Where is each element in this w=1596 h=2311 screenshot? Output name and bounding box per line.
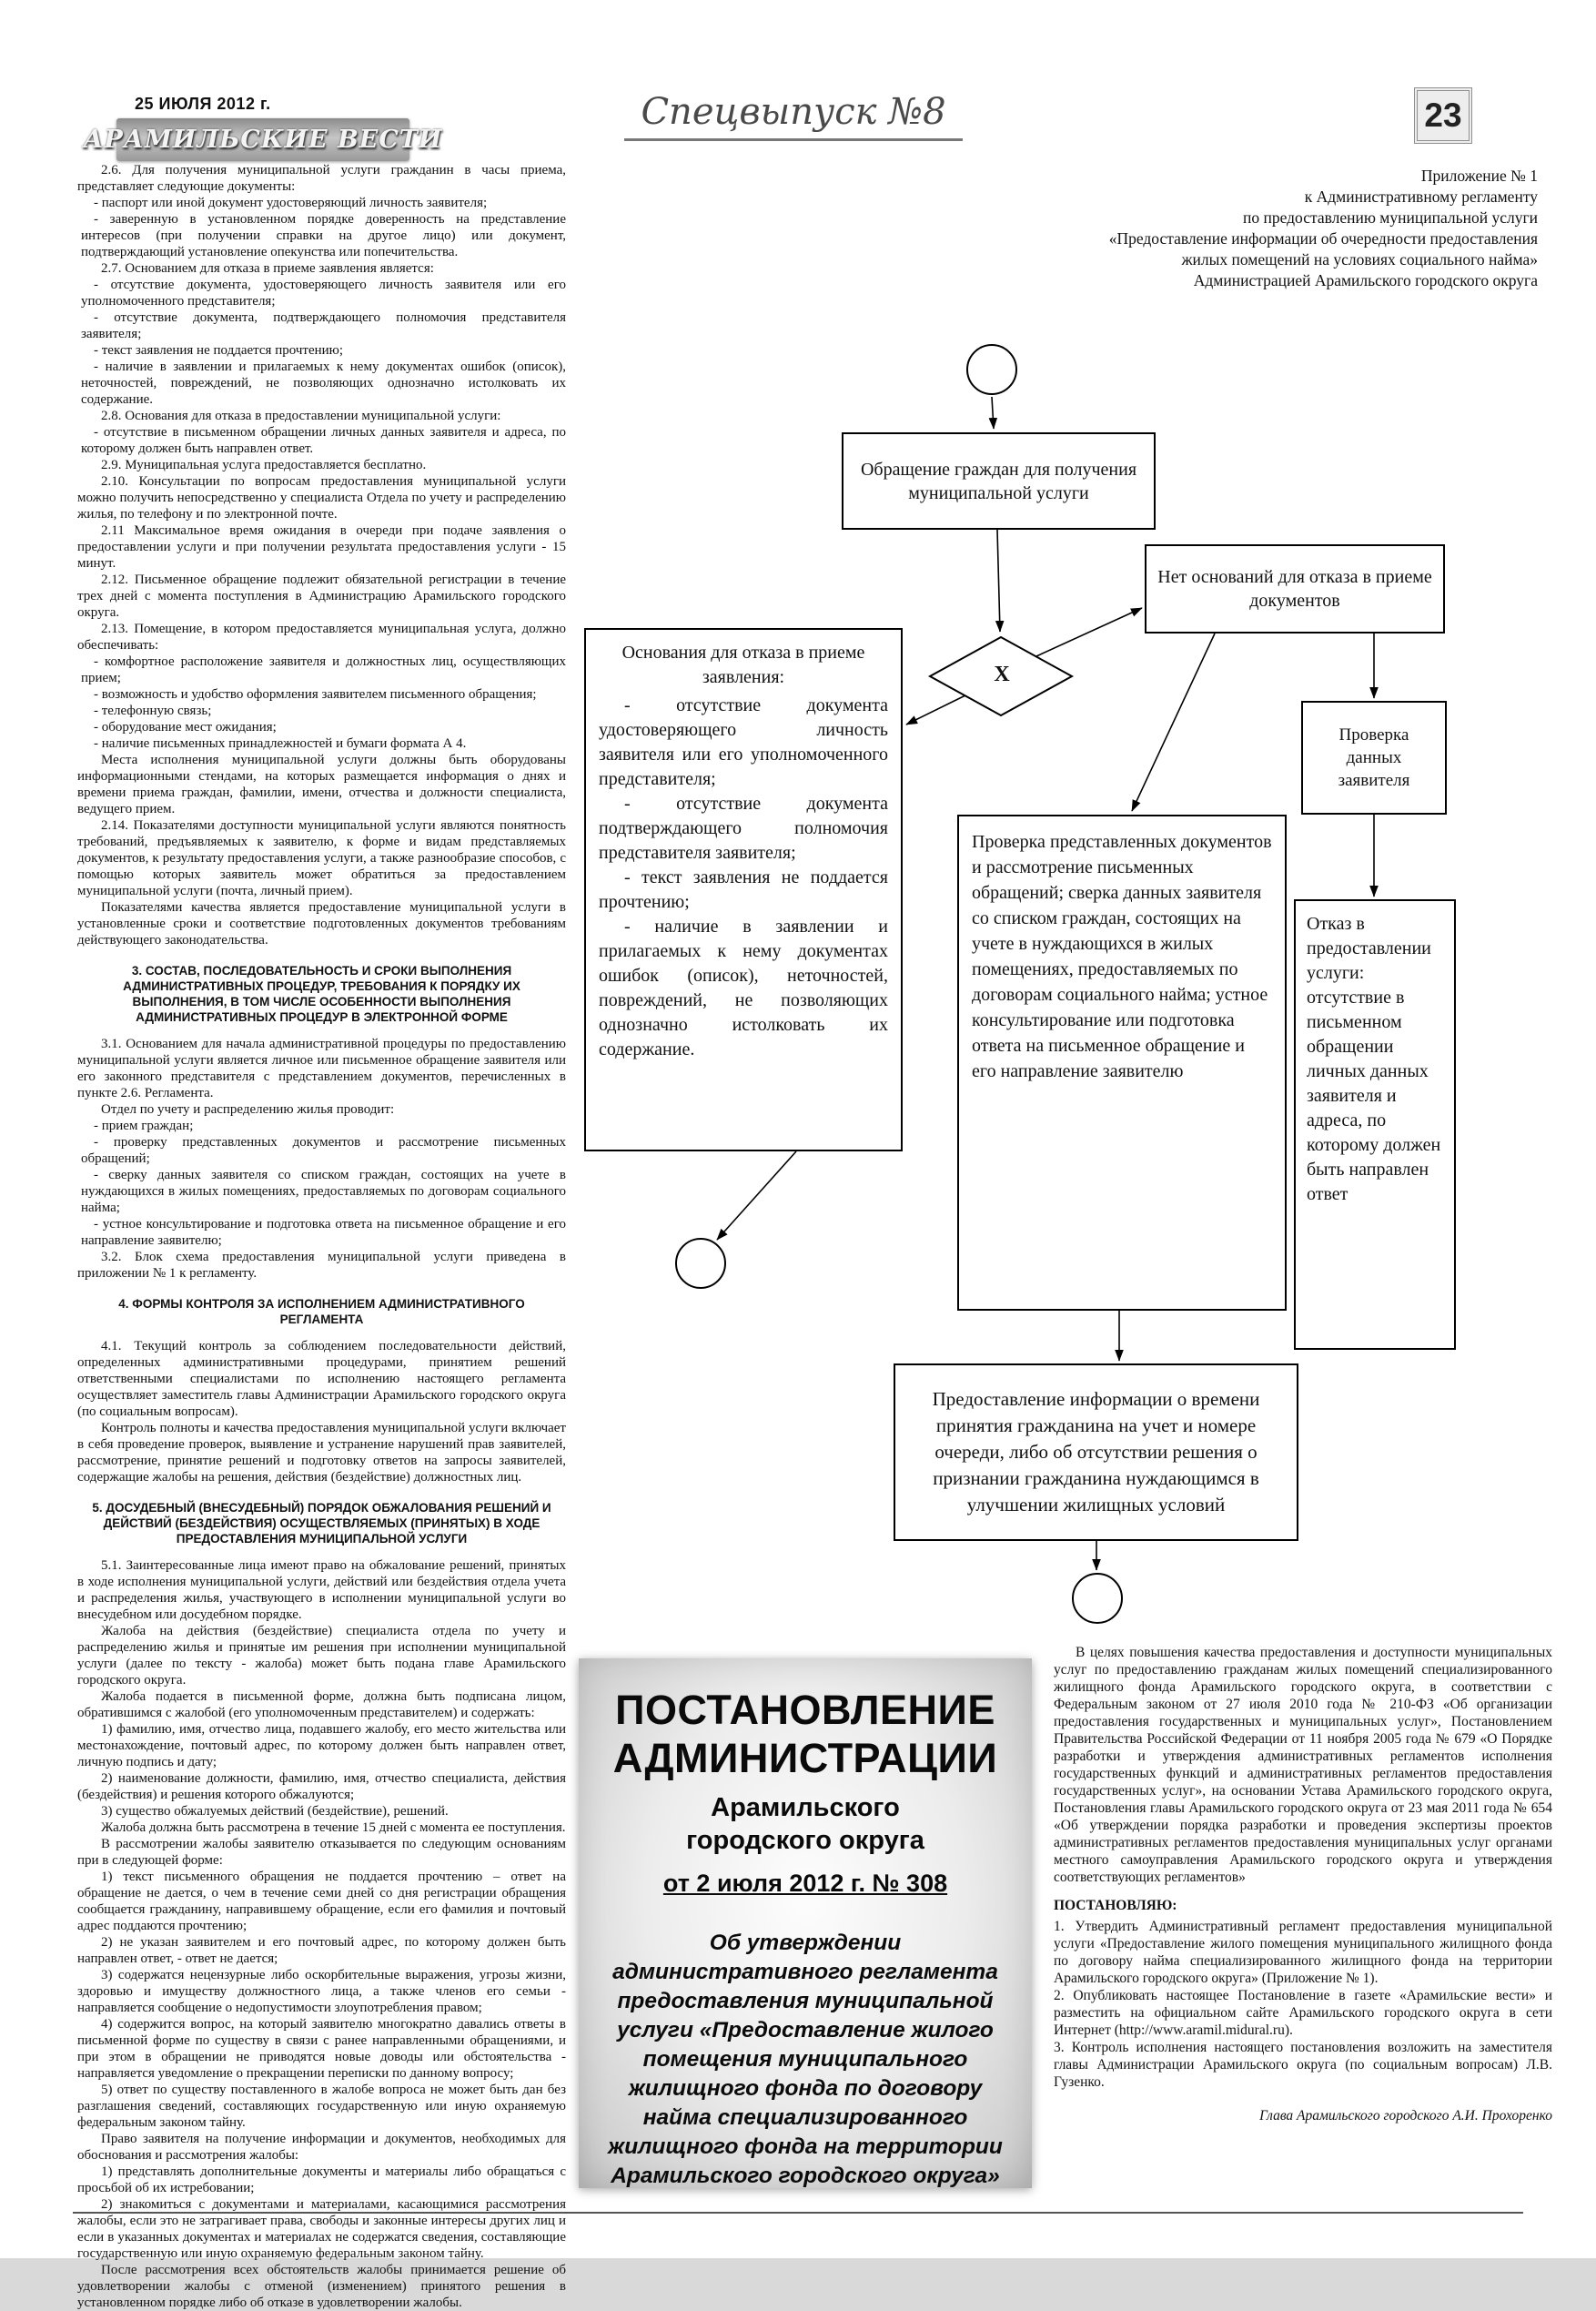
resolution-item: 2. Опубликовать настоящее Постановление в газете «Арамильские вести» и разместить на официальном сайте Арамильского городского округа в сети Интернет (http://www.aramil.midural.ru). bbox=[1054, 1988, 1552, 2038]
article-paragraph: - устное консультирование и подготовка ответа на письменное обращение и его направление заявителю; bbox=[81, 1217, 566, 1248]
article-paragraph: Места исполнения муниципальной услуги должны быть оборудованы информационными стендами, на которых размещается информация о днях и времени приема граждан, фамилии, имени, отчества и должности специалиста, ведущего прием. bbox=[77, 753, 566, 816]
article-paragraph: - отсутствие документа, удостоверяющего личность заявителя или его уполномоченного представителя; bbox=[81, 278, 566, 309]
article-paragraph: - проверку представленных документов и рассмотрение письменных обращений; bbox=[81, 1135, 566, 1166]
article-paragraph: 3) содержатся нецензурные либо оскорбительные выражения, угрозы жизни, здоровью и имуществу должностного лица, а также членов его семьи - направляется сообщение о недопустимости злоупотребления правом; bbox=[77, 1968, 566, 2015]
article-paragraph: - телефонную связь; bbox=[94, 704, 212, 718]
resolution-subject: Об утверждении административного регламента предоставления муниципальной услуги «Предоставление жилого помещения муниципального жилищного фонда по договору найма специализированного жилищного фонда на территории Арамильского городского округа» bbox=[608, 1931, 1003, 2188]
flowchart-end-node-left bbox=[675, 1238, 726, 1289]
appendix-line: «Предоставление информации об очередности предоставления bbox=[1108, 229, 1538, 248]
article-paragraph: - отсутствие документа, подтверждающего полномочия представителя заявителя; bbox=[81, 310, 566, 341]
appendix-line: по предоставлению муниципальной услуги bbox=[1242, 208, 1538, 227]
article-paragraph: 2.13. Помещение, в котором предоставляется муниципальная услуга, должно обеспечивать: bbox=[77, 622, 566, 653]
article-paragraph: Отдел по учету и распределению жилья проводит: bbox=[101, 1102, 395, 1117]
article-paragraph: Жалоба подается в письменной форме, должна быть подписана лицом, обратившимся с жалобой (его уполномоченным представителем) и содержать: bbox=[77, 1689, 566, 1720]
article-paragraph: 2.7. Основанием для отказа в приеме заявления является: bbox=[101, 261, 434, 276]
resolution-title-line1: ПОСТАНОВЛЕНИЕ bbox=[615, 1687, 995, 1733]
article-paragraph: 2.14. Показателями доступности муниципальной услуги являются понятность требований, предъявляемых к заявителю, к форме и видам представляемых документов, к результату предоставления услуги, а также разнообразие способов, с помощью которых заявитель может обратиться за предоставлением муниципальной услуги (почта, личный прием). bbox=[77, 818, 566, 898]
page-bottom-rule bbox=[73, 2212, 1523, 2214]
article-paragraph: - паспорт или иной документ удостоверяющий личность заявителя; bbox=[94, 196, 488, 210]
article-paragraph: - прием граждан; bbox=[94, 1119, 194, 1133]
article-paragraph: - текст заявления не поддается прочтению; bbox=[94, 343, 344, 358]
article-paragraph: 2) наименование должности, фамилию, имя, отчество специалиста, действия (бездействия) и решения которого обжалуются; bbox=[77, 1771, 566, 1802]
article-paragraph: - сверку данных заявителя со списком граждан, состоящих на учете в нуждающихся в жилых помещениях, предоставляемых по договорам социального найма; bbox=[81, 1168, 566, 1215]
article-paragraph: - отсутствие в письменном обращении личных данных заявителя и адреса, по которому должен быть направлен ответ. bbox=[81, 425, 566, 456]
article-paragraph: Право заявителя на получение информации и документов, необходимых для обоснования и рассмотрения жалобы: bbox=[77, 2132, 566, 2163]
flowchart-node-service-refusal: Отказ в предоставлении услуги: отсутствие в письменном обращении личных данных заявителя и адреса, по которому должен быть направлен ответ bbox=[1294, 899, 1456, 1350]
article-paragraph: 2) не указан заявителем и его почтовый адрес, по которому должен быть направлен ответ, - ответ не дается; bbox=[77, 1935, 566, 1966]
special-issue-title: Спецвыпуск №8 bbox=[624, 91, 963, 141]
rejection-ground-item: - наличие в заявлении и прилагаемых к нему документах ошибок (описок), неточностей, повреждений, не позволяющих однозначно истолковать их содержание. bbox=[599, 917, 888, 1059]
article-paragraph: 2.9. Муниципальная услуга предоставляется бесплатно. bbox=[101, 458, 427, 472]
appendix-line: Приложение № 1 bbox=[1420, 167, 1538, 185]
resolution-text-column bbox=[1054, 1644, 1552, 2124]
rejection-ground-item: - отсутствие документа подтверждающего полномочия представителя заявителя; bbox=[599, 794, 888, 863]
article-paragraph: - заверенную в установленном порядке доверенность на представление интересов (при получении справки на другое лицо) или документ, подтверждающий установление опекунства или попечительства. bbox=[81, 212, 566, 259]
resolution-items bbox=[1054, 1918, 1552, 2091]
flowchart-end-node-bottom bbox=[1072, 1573, 1123, 1624]
article-paragraph: 2.6. Для получения муниципальной услуги гражданин в часы приема, представляет следующие документы: bbox=[77, 163, 566, 194]
appendix-heading bbox=[619, 166, 1538, 291]
appendix-line: к Административному регламенту bbox=[1304, 188, 1538, 206]
article-paragraph: - наличие письменных принадлежностей и бумаги формата А 4. bbox=[94, 736, 467, 751]
regulation-article-column bbox=[77, 162, 566, 2311]
signature-line: Глава Арамильского городского А.И. Прохоренко bbox=[1259, 2108, 1552, 2123]
article-paragraph: - возможность и удобство оформления заявителем письменного обращения; bbox=[94, 687, 537, 702]
article-paragraph: После рассмотрения всех обстоятельств жалобы принимается решение об удовлетворении жалобы с отменой (изменением) принятого решения в установленном порядке либо об отказе в удовлетворении жалобы. bbox=[77, 2263, 566, 2310]
article-paragraph: 3. СОСТАВ, ПОСЛЕДОВАТЕЛЬНОСТЬ И СРОКИ ВЫПОЛНЕНИЯ АДМИНИСТРАТИВНЫХ ПРОЦЕДУР, ТРЕБОВАНИЯ К ПОРЯДКУ ИХ ВЫПОЛНЕНИЯ, В ТОМ ЧИСЛЕ ОСОБЕННОСТИ ВЫПОЛНЕНИЯ АДМИНИСТРАТИВНЫХ ПРОЦЕДУР В ЭЛЕКТРОННОЙ ФОРМЕ bbox=[123, 964, 520, 1024]
article-paragraph: 4. ФОРМЫ КОНТРОЛЯ ЗА ИСПОЛНЕНИЕМ АДМИНИСТРАТИВНОГО РЕГЛАМЕНТА bbox=[118, 1297, 525, 1326]
resolution-item: 3. Контроль исполнения настоящего постановления возложить на заместителя главы Администрации Арамильского округа (по социальным вопросам) Л.В. Гузенко. bbox=[1054, 2040, 1552, 2090]
article-paragraph: 1) текст письменного обращения не поддается прочтению – ответ на обращение не дается, о чем в течение семи дней со дня регистрации обращения сообщается гражданину, направившему обращение, если его фамилия и почтовый адрес поддаются прочтению; bbox=[77, 1870, 566, 1933]
article-paragraph: 2.10. Консультации по вопросам предоставления муниципальной услуги можно получить непосредственно у специалиста Отдела по учету и распределению жилья, по телефону и по электронной почте. bbox=[77, 474, 566, 522]
page-number: 23 bbox=[1414, 87, 1472, 144]
rejection-grounds-list bbox=[599, 694, 888, 1062]
rejection-grounds-title: Основания для отказа в приеме заявления: bbox=[621, 643, 865, 687]
article-paragraph: 4.1. Текущий контроль за соблюдением последовательности действий, определенных административными процедурами, принятием решений ответственными специалистами по исполнению настоящего регламента осуществляет заместитель главы Администрации Арамильского городского округа (по социальным вопросам). bbox=[77, 1339, 566, 1419]
service-flowchart bbox=[573, 319, 1567, 1647]
article-paragraph: Контроль полноты и качества предоставления муниципальной услуги включает в себя проведение проверок, выявление и устранение нарушений прав заявителей, рассмотрение, принятие решений и подготовку ответов на запросы заявителей, содержащие жалобы на решения, действия (бездействие) должностных лиц. bbox=[77, 1421, 566, 1485]
flowchart-node-application: Обращение граждан для получения муниципальной услуги bbox=[842, 432, 1156, 530]
article-paragraph: 4) содержится вопрос, на который заявителю многократно давались ответы в письменной форме по существу в связи с ранее направленными обращениями, и при этом в обращении не приводятся новые доводы или обстоятельства - направляется уведомление о прекращении переписки по данному вопросу; bbox=[77, 2017, 566, 2081]
issue-date: 25 ИЮЛЯ 2012 г. bbox=[135, 95, 271, 113]
article-paragraph: 1) фамилию, имя, отчество лица, подавшего жалобу, его место жительства или местонахождение, почтовый адрес, по которому должен быть направлен ответ, личную подпись и дату; bbox=[77, 1722, 566, 1769]
article-paragraph: 5) ответ по существу поставленного в жалобе вопроса не может быть дан без разглашения сведений, составляющих государственную или иную охраняемую федеральным законом тайну. bbox=[77, 2083, 566, 2130]
appendix-line: жилых помещений на условиях социального найма» bbox=[1181, 250, 1538, 269]
article-paragraph: Жалоба должна быть рассмотрена в течение 15 дней с момента ее поступления. bbox=[101, 1820, 566, 1835]
resolution-date-number: от 2 июля 2012 г. № 308 bbox=[662, 1870, 948, 1897]
article-paragraph: 5. ДОСУДЕБНЫЙ (ВНЕСУДЕБНЫЙ) ПОРЯДОК ОБЖАЛОВАНИЯ РЕШЕНИЙ И ДЕЙСТВИЙ (БЕЗДЕЙСТВИЯ) ОСУЩЕСТВЛЯЕМЫХ (ПРИНЯТЫХ) В ХОДЕ ПРЕДОСТАВЛЕНИЯ МУНИЦИПАЛЬНОЙ УСЛУГИ bbox=[92, 1501, 551, 1546]
article-paragraph: - оборудование мест ожидания; bbox=[94, 720, 277, 735]
newspaper-masthead bbox=[83, 118, 443, 161]
decision-label: X bbox=[994, 663, 1010, 686]
resolution-preamble: В целях повышения качества предоставления и доступности муниципальных услуг по предоставлению гражданам жилых помещений специализированного жилищного фонда Арамильского городского округа, в соответствии с Федеральным законом от 27 июля 2010 года № 210-ФЗ «Об организации предоставления государственных и муниципальных услуг», Постановлением Правительства Российской Федерации от 11 ноября 2005 года № 679 «О Порядке разработки и утверждения административных регламентов исполнения государственных функций и административных регламентов предоставления государственных услуг», на основании Устава Арамильского городского округа, Постановления главы Арамильского городского округа от 23 мая 2011 года № 654 «Об утверждении порядка разработки и проведения экспертизы проектов административных регламентов предоставления муниципальных услуг органами местного самоуправления Арамильского городского округа и утверждения соответствующих регламентов» bbox=[1054, 1645, 1552, 1885]
resolution-decree-heading: ПОСТАНОВЛЯЮ: bbox=[1054, 1898, 1177, 1913]
resolution-organization: Арамильского городского округа bbox=[686, 1793, 924, 1855]
resolution-item: 1. Утвердить Административный регламент предоставления муниципальной услуги «Предоставление жилого помещения муниципального жилищного фонда по договору найма специализированного жилищного фонда на территории Арамильского городского округа» (Приложение № 1). bbox=[1054, 1919, 1552, 1986]
flowchart-node-rejection-grounds bbox=[584, 628, 903, 1151]
article-paragraph: 3.2. Блок схема предоставления муниципальной услуги приведена в приложении № 1 к регламенту. bbox=[77, 1250, 566, 1281]
article-paragraph: 1) представлять дополнительные документы и материалы либо обращаться с просьбой об их истребовании; bbox=[77, 2164, 566, 2195]
article-paragraph: 2.8. Основания для отказа в предоставлении муниципальной услуги: bbox=[101, 409, 501, 423]
article-paragraph: В рассмотрении жалобы заявителю отказывается по следующим основаниям при в следующей форме: bbox=[77, 1837, 566, 1868]
flowchart-node-information-result: Предоставление информации о времени принятия гражданина на учет и номере очереди, либо об отсутствии решения о признании гражданина нуждающимся в улучшении жилищных условий bbox=[894, 1363, 1298, 1541]
article-paragraph: 3.1. Основанием для начала административной процедуры по предоставлению муниципальной услуги является личное или письменное обращение заявителя или его законного представителя с представлением документов, перечисленных в пункте 2.6. Регламента. bbox=[77, 1037, 566, 1100]
article-paragraph: Жалоба на действия (бездействие) специалиста отдела по учету и распределению жилья и принятые им решения при исполнении муниципальной услуги (далее по тексту - жалоба) может быть подана главе Арамильского городского округа. bbox=[77, 1624, 566, 1688]
article-paragraph: 2.11 Максимальное время ожидания в очереди при подаче заявления о предоставлении услуги и при получении результата предоставления услуги - 15 минут. bbox=[77, 523, 566, 571]
flowchart-node-no-refusal-grounds: Нет оснований для отказа в приеме документов bbox=[1145, 544, 1445, 633]
rejection-ground-item: - текст заявления не поддается прочтению; bbox=[599, 867, 888, 912]
masthead-title: АРАМИЛЬСКИЕ ВЕСТИ bbox=[83, 126, 443, 154]
article-paragraph: 2.12. Письменное обращение подлежит обязательной регистрации в течение трех дней с момента поступления в Администрацию Арамильского городского округа. bbox=[77, 573, 566, 620]
article-paragraph: Показателями качества является предоставление муниципальной услуги в установленные сроки и соответствие подготовленных документов требованиям действующего законодательства. bbox=[77, 900, 566, 948]
flowchart-start-node bbox=[966, 344, 1017, 395]
resolution-headline-block bbox=[579, 1658, 1032, 2188]
article-paragraph: 3) существо обжалуемых действий (бездействие), решений. bbox=[101, 1804, 449, 1819]
article-paragraph: 2) знакомиться с документами и материалами, касающимися рассмотрения жалобы, если это не затрагивает права, свободы и законные интересы других лиц и если в указанных документах и материалах не содержатся сведения, составляющие государственную или иную охраняемую федеральным законом тайну. bbox=[77, 2197, 566, 2261]
flowchart-node-document-review: Проверка представленных документов и рассмотрение письменных обращений; сверка данных заявителя со списком граждан, состоящих на учете в нуждающихся в жилых помещениях, предоставляемых по договорам социального найма; устное консультирование или подготовка ответа на письменное обращение и его направление заявителю bbox=[957, 815, 1287, 1311]
appendix-line: Администрацией Арамильского городского округа bbox=[1193, 271, 1538, 289]
article-paragraph: - комфортное расположение заявителя и должностных лиц, осуществляющих прием; bbox=[81, 654, 566, 685]
article-paragraph: 5.1. Заинтересованные лица имеют право на обжалование решений, принятых в ходе исполнения муниципальной услуги, действий или бездействия отдела учета и распределения жилья, участвующего в исполнении муниципальной услуги во внесудебном или досудебном порядке. bbox=[77, 1558, 566, 1622]
article-paragraph: - наличие в заявлении и прилагаемых к нему документах ошибок (описок), неточностей, повреждений, не позволяющих однозначно истолковать их содержание. bbox=[81, 360, 566, 407]
flowchart-node-data-check: Проверка данных заявителя bbox=[1301, 701, 1447, 815]
resolution-title-line2: АДМИНИСТРАЦИИ bbox=[612, 1735, 998, 1781]
rejection-ground-item: - отсутствие документа удостоверяющего личность заявителя или его уполномоченного представителя; bbox=[599, 695, 888, 789]
